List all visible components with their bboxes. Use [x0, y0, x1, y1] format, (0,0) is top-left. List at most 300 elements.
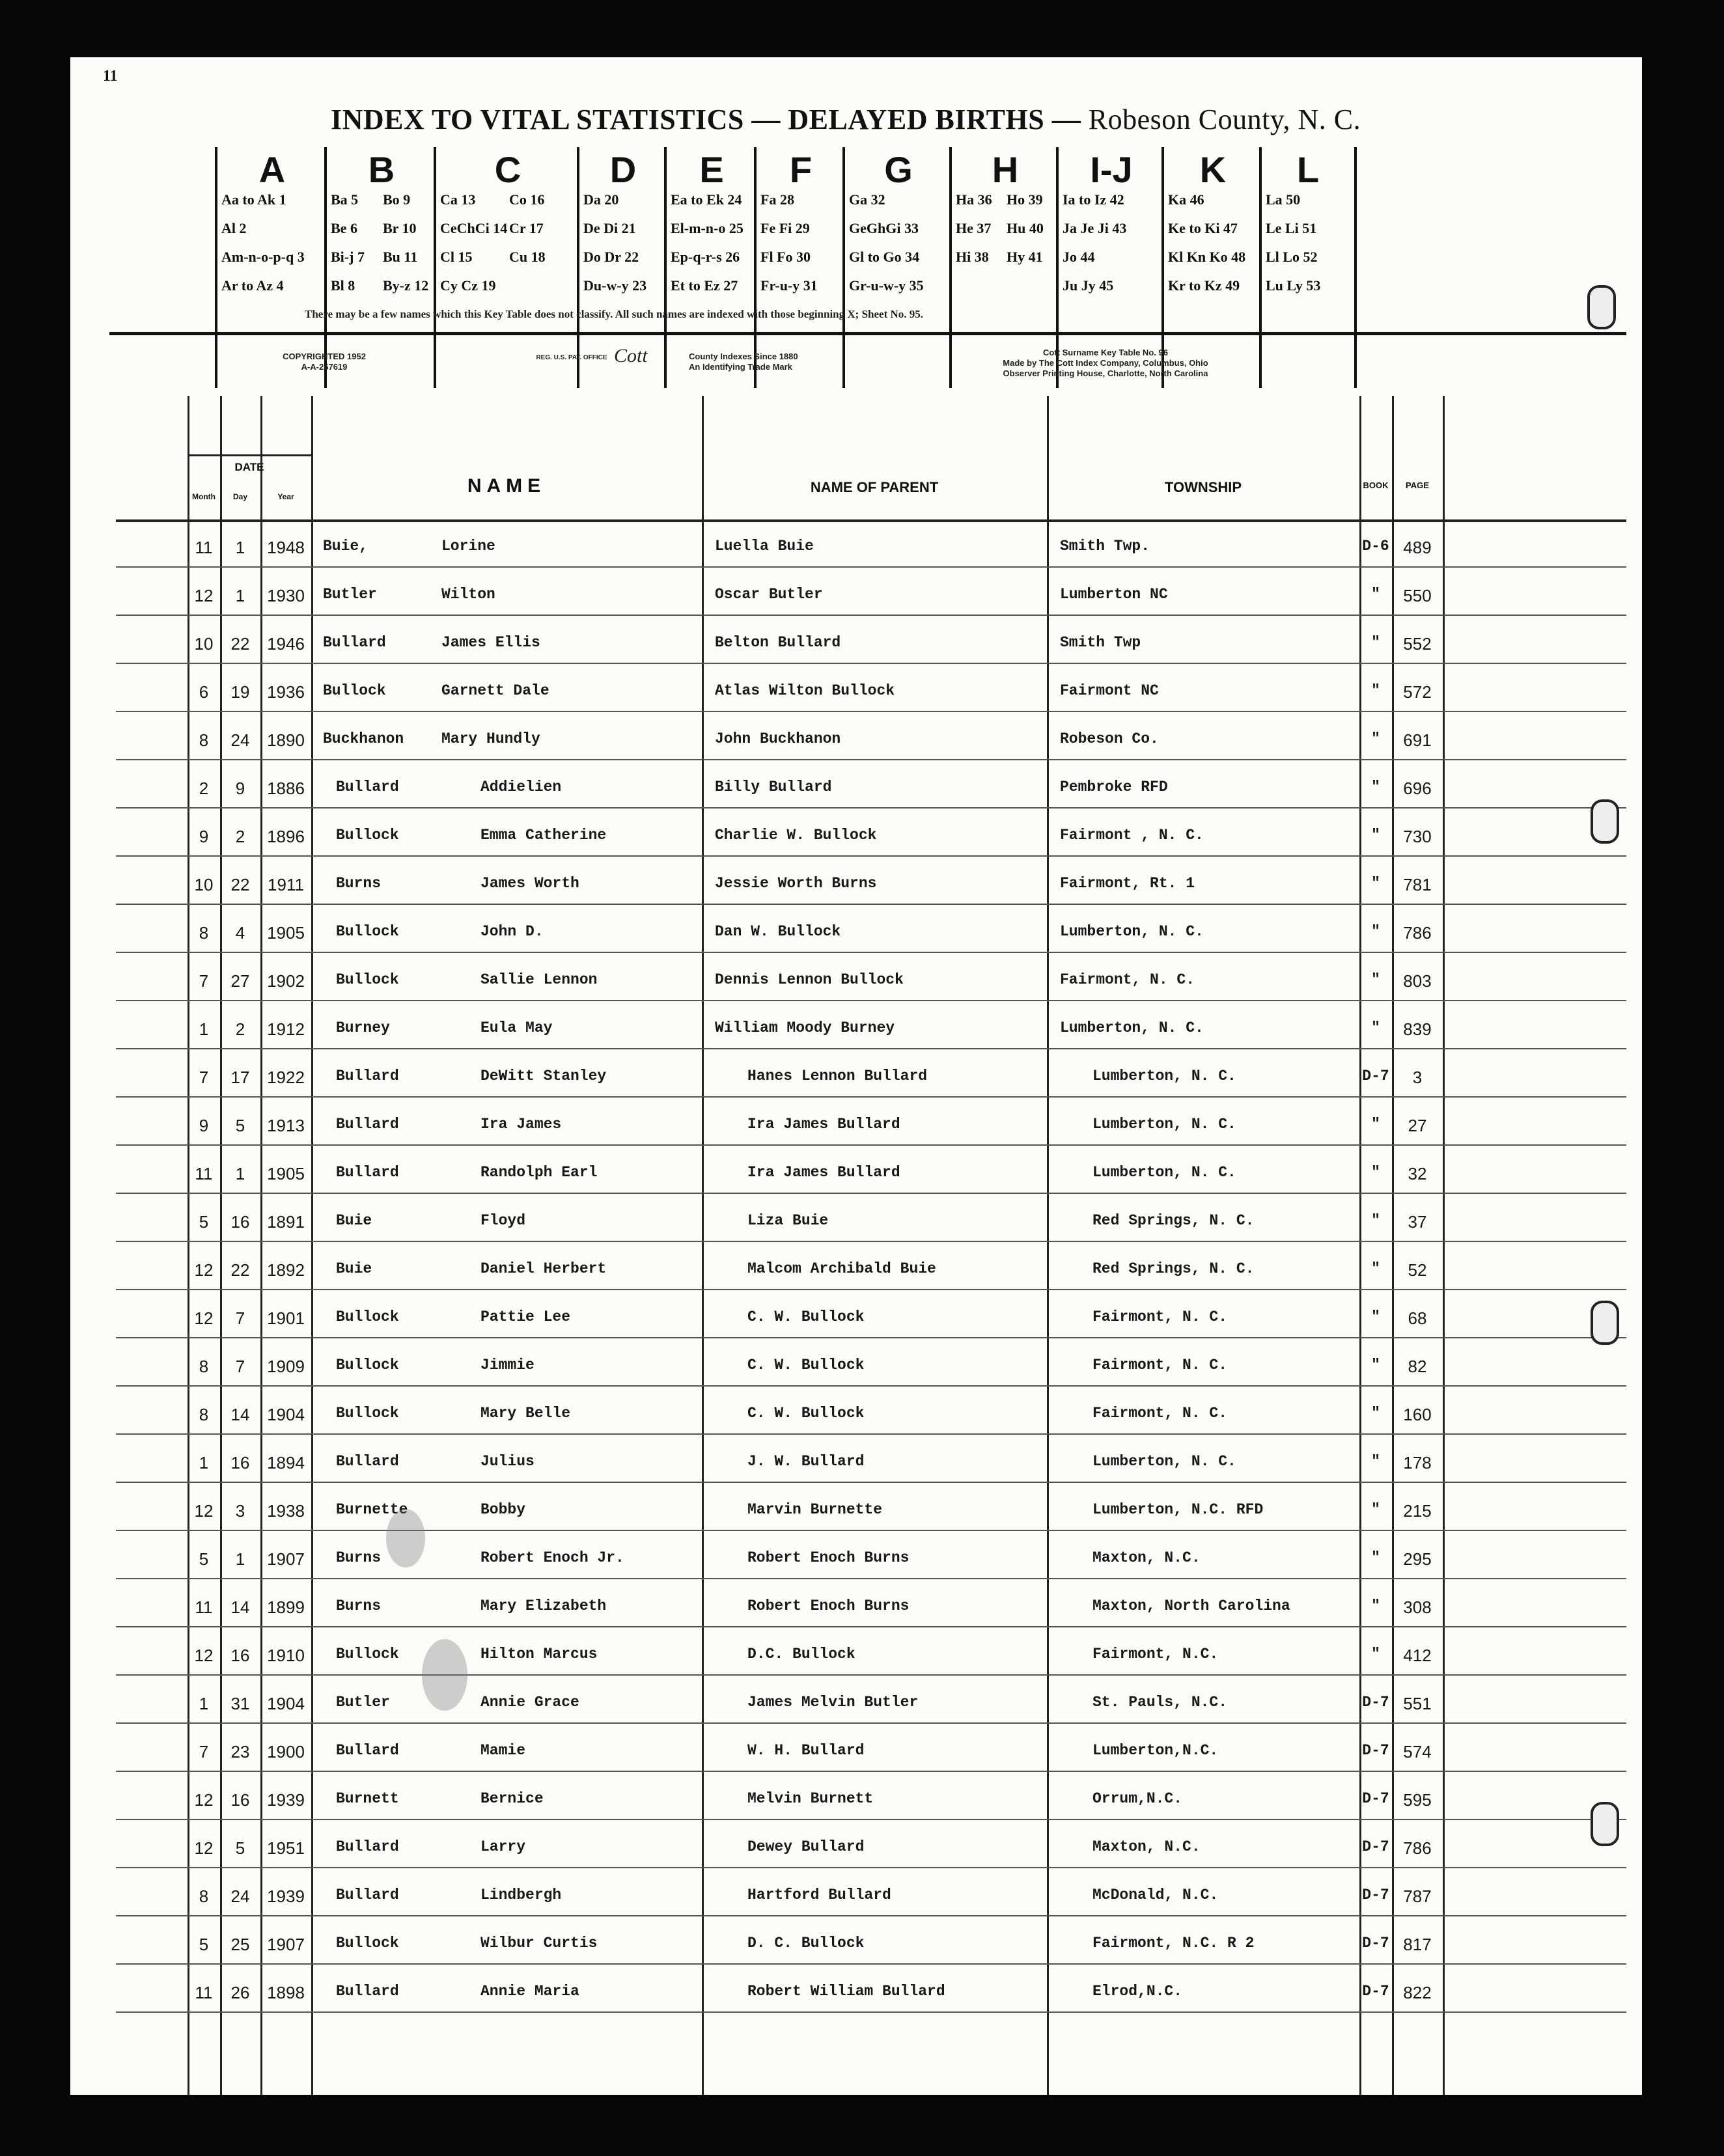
key-entry: Gl to Go 34 [849, 249, 920, 265]
key-entry: Al 2 [221, 220, 247, 236]
page-cell: 839 [1403, 1019, 1432, 1039]
township-cell: Fairmont, Rt. 1 [1060, 875, 1195, 892]
given-name-cell: Floyd [480, 1212, 526, 1229]
month-cell: 8 [199, 1886, 209, 1906]
table-row [116, 1435, 1626, 1483]
township-cell: Pembroke RFD [1060, 779, 1168, 795]
month-cell: 12 [194, 586, 214, 605]
key-entry: Fr-u-y 31 [760, 277, 818, 294]
book-cell: " [1371, 1549, 1380, 1566]
surname-cell: Burns [336, 1549, 382, 1566]
key-entry: Br 10 [383, 220, 417, 236]
key-column-l [1259, 147, 1357, 388]
township-cell: Lumberton, N. C. [1060, 1019, 1204, 1036]
page-cell: 822 [1403, 1983, 1432, 2002]
day-cell: 16 [230, 1646, 250, 1665]
copyright-text: COPYRIGHTED 1952 [283, 352, 366, 361]
surname-cell: Bullock [336, 971, 399, 988]
surname-cell: Bullock [336, 1357, 399, 1374]
surname-cell: Buie [336, 1260, 372, 1277]
book-cell: " [1371, 1501, 1380, 1518]
key-entry: He 37 [956, 220, 992, 236]
table-row [116, 1290, 1626, 1338]
page-cell: 691 [1403, 730, 1432, 750]
month-cell: 5 [199, 1212, 209, 1232]
month-cell: 9 [199, 1116, 209, 1135]
key-table-number: Cott Surname Key Table No. 96 [1043, 348, 1168, 357]
page-cell: 160 [1403, 1405, 1432, 1424]
printed-by-text: Observer Printing House, Charlotte, North Carolina [1003, 368, 1208, 378]
parent-cell: Ira James Bullard [747, 1116, 900, 1133]
township-cell: Lumberton, N. C. [1092, 1453, 1236, 1470]
key-entry: Gr-u-w-y 35 [849, 277, 924, 294]
day-cell: 5 [235, 1838, 245, 1858]
day-cell: 14 [230, 1405, 250, 1424]
year-cell: 1939 [267, 1790, 305, 1810]
page-cell: 817 [1403, 1935, 1432, 1954]
day-cell: 1 [235, 538, 245, 557]
book-cell: " [1371, 682, 1380, 699]
township-cell: Fairmont, N. C. [1060, 971, 1195, 988]
key-entry: GeGhGi 33 [849, 220, 919, 236]
year-cell: 1909 [267, 1357, 305, 1376]
month-cell: 1 [199, 1019, 209, 1039]
given-name-cell: Mary Belle [480, 1405, 571, 1422]
year-cell: 1948 [267, 538, 305, 557]
month-cell: 1 [199, 1453, 209, 1472]
month-cell: 7 [199, 971, 209, 991]
page-title [331, 103, 1438, 142]
maker-block [962, 348, 1249, 379]
given-name-cell: Eula May [480, 1019, 553, 1036]
book-cell: D-7 [1362, 1935, 1389, 1952]
township-cell: Fairmont, N. C. [1092, 1308, 1228, 1325]
surname-cell: Bullard [336, 1164, 399, 1181]
given-name-cell: Wilton [441, 586, 495, 603]
table-row [116, 1772, 1626, 1820]
table-row [116, 1001, 1626, 1049]
table-row [116, 1531, 1626, 1579]
surname-cell: Bullard [336, 779, 399, 795]
page-cell: 68 [1408, 1308, 1427, 1328]
surname-cell: Burnett [336, 1790, 399, 1807]
table-row [116, 1916, 1626, 1965]
surname-cell: Bullard [336, 1116, 399, 1133]
book-cell: " [1371, 1357, 1380, 1374]
mark-text: An Identifying Trade Mark [689, 362, 792, 372]
township-cell: Lumberton NC [1060, 586, 1168, 603]
page-cell: 552 [1403, 634, 1432, 654]
township-cell: Maxton, North Carolina [1092, 1597, 1290, 1614]
year-cell: 1891 [267, 1212, 305, 1232]
page-cell: 215 [1403, 1501, 1432, 1521]
year-cell: 1900 [267, 1742, 305, 1762]
surname-cell: Bullard [336, 1453, 399, 1470]
day-cell: 27 [230, 971, 250, 991]
key-entry: Ga 32 [849, 191, 885, 208]
year-cell: 1901 [267, 1308, 305, 1328]
table-row [116, 1387, 1626, 1435]
table-row [116, 1868, 1626, 1916]
parent-cell: James Melvin Butler [747, 1694, 919, 1711]
parent-cell: Dewey Bullard [747, 1838, 865, 1855]
page-cell: 3 [1412, 1068, 1423, 1087]
parent-cell: Hanes Lennon Bullard [747, 1068, 928, 1085]
index-sheet [70, 57, 1642, 2095]
binder-hole [1587, 285, 1616, 329]
binder-hole [1591, 1802, 1619, 1846]
key-entry: Ia to Iz 42 [1063, 191, 1124, 208]
township-cell: Robeson Co. [1060, 730, 1159, 747]
day-cell: 1 [235, 586, 245, 605]
surname-cell: Bullard [336, 1886, 399, 1903]
month-cell: 10 [194, 875, 214, 894]
book-cell: " [1371, 779, 1380, 795]
key-entry: Am-n-o-p-q 3 [221, 249, 305, 265]
page-cell: 37 [1408, 1212, 1427, 1232]
key-entry: Le Li 51 [1266, 220, 1317, 236]
month-cell: 7 [199, 1742, 209, 1762]
book-cell: " [1371, 1212, 1380, 1229]
key-column-g [842, 147, 952, 388]
parent-cell: Robert William Bullard [747, 1983, 945, 2000]
records-table [116, 396, 1626, 2095]
year-cell: 1939 [267, 1886, 305, 1906]
table-row [116, 616, 1626, 664]
key-entry: Cl 15 [440, 249, 473, 265]
book-cell: " [1371, 586, 1380, 603]
month-cell: 11 [195, 1164, 213, 1183]
book-cell: " [1371, 1019, 1380, 1036]
township-cell: Fairmont, N.C. [1092, 1646, 1219, 1663]
month-cell: 8 [199, 1405, 209, 1424]
key-letter: L [1296, 149, 1320, 190]
given-name-cell: John D. [480, 923, 544, 940]
page-cell: 82 [1408, 1357, 1427, 1376]
given-name-cell: Julius [480, 1453, 535, 1470]
table-row [116, 857, 1626, 905]
day-cell: 3 [235, 1501, 245, 1521]
page-cell: 178 [1403, 1453, 1432, 1472]
key-entry: Do Dr 22 [583, 249, 639, 265]
month-cell: 12 [194, 1308, 214, 1328]
book-cell: D-7 [1362, 1790, 1389, 1807]
surname-cell: Bullock [336, 923, 399, 940]
book-cell: " [1371, 1405, 1380, 1422]
title-county: Robeson County, N. C. [1088, 104, 1361, 135]
year-cell: 1892 [267, 1260, 305, 1280]
key-entry: Hy 41 [1007, 249, 1043, 265]
month-header: Month [192, 492, 216, 501]
given-name-cell: James Worth [480, 875, 579, 892]
township-cell: Maxton, N.C. [1092, 1838, 1201, 1855]
given-name-cell: Jimmie [480, 1357, 535, 1374]
given-name-cell: Garnett Dale [441, 682, 549, 699]
key-letter: D [609, 149, 637, 190]
key-entry: Kr to Kz 49 [1168, 277, 1240, 294]
parent-cell: W. H. Bullard [747, 1742, 865, 1759]
surname-cell: Bullard [323, 634, 386, 651]
key-entry: Fa 28 [760, 191, 794, 208]
township-cell: Lumberton, N.C. RFD [1092, 1501, 1264, 1518]
month-cell: 8 [199, 923, 209, 943]
table-row [116, 1242, 1626, 1290]
parent-cell: William Moody Burney [715, 1019, 895, 1036]
parent-cell: Malcom Archibald Buie [747, 1260, 936, 1277]
book-cell: D-7 [1362, 1983, 1389, 2000]
page-cell: 308 [1403, 1597, 1432, 1617]
page-cell: 786 [1403, 923, 1432, 943]
reg-mark: REG. U.S. PAT. OFFICE [536, 354, 607, 361]
key-entry: Jo 44 [1063, 249, 1095, 265]
table-row [116, 1194, 1626, 1242]
ink-smudge [386, 1509, 425, 1568]
month-cell: 12 [194, 1646, 214, 1665]
year-cell: 1912 [267, 1019, 305, 1039]
date-header: DATE [234, 461, 264, 473]
parent-cell: Luella Buie [715, 538, 814, 555]
surname-cell: Bullard [336, 1742, 399, 1759]
day-cell: 4 [235, 923, 245, 943]
parent-cell: Ira James Bullard [747, 1164, 900, 1181]
page-cell: 574 [1403, 1742, 1432, 1762]
given-name-cell: Wilbur Curtis [480, 1935, 598, 1952]
year-cell: 1936 [267, 682, 305, 702]
township-cell: Maxton, N.C. [1092, 1549, 1201, 1566]
key-entry: Cr 17 [509, 220, 544, 236]
year-cell: 1910 [267, 1646, 305, 1665]
parent-cell: D. C. Bullock [747, 1935, 865, 1952]
day-cell: 22 [230, 1260, 250, 1280]
day-cell: 31 [230, 1694, 250, 1713]
surname-cell: Bullard [336, 1983, 399, 2000]
township-cell: Lumberton, N. C. [1092, 1116, 1236, 1133]
given-name-cell: Daniel Herbert [480, 1260, 607, 1277]
day-cell: 7 [235, 1357, 245, 1376]
ink-smudge [422, 1639, 467, 1711]
parent-cell: Robert Enoch Burns [747, 1597, 910, 1614]
day-cell: 1 [235, 1549, 245, 1569]
header-rule [109, 332, 1626, 335]
parent-cell: Liza Buie [747, 1212, 829, 1229]
year-cell: 1904 [267, 1405, 305, 1424]
township-cell: Red Springs, N. C. [1092, 1260, 1255, 1277]
table-row [116, 1724, 1626, 1772]
parent-cell: C. W. Bullock [747, 1308, 865, 1325]
key-entry: Lu Ly 53 [1266, 277, 1321, 294]
key-entry: Aa to Ak 1 [221, 191, 286, 208]
day-cell: 22 [230, 875, 250, 894]
key-letter: G [884, 149, 913, 190]
township-cell: St. Pauls, N.C. [1092, 1694, 1228, 1711]
month-cell: 2 [199, 779, 209, 798]
parent-cell: J. W. Bullard [747, 1453, 865, 1470]
parent-cell: Billy Bullard [715, 779, 832, 795]
day-cell: 24 [230, 730, 250, 750]
month-cell: 5 [199, 1935, 209, 1954]
key-column-c [434, 147, 579, 388]
township-cell: Lumberton, N. C. [1060, 923, 1204, 940]
book-cell: " [1371, 971, 1380, 988]
day-cell: 7 [235, 1308, 245, 1328]
key-letter: E [699, 149, 724, 190]
given-name-cell: Bernice [480, 1790, 544, 1807]
table-row [116, 519, 1626, 568]
day-cell: 2 [235, 827, 245, 846]
surname-cell: Bullock [336, 1308, 399, 1325]
parent-cell: C. W. Bullock [747, 1357, 865, 1374]
month-cell: 7 [199, 1068, 209, 1087]
since-text: County Indexes Since 1880 [689, 352, 798, 361]
table-row [116, 1676, 1626, 1724]
day-cell: 26 [230, 1983, 250, 2002]
key-table-note: There may be a few names which this Key Table does not classify. All such names are indexed with those beginning X; Sheet No. 95. [305, 308, 924, 320]
key-entry: Ju Jy 45 [1063, 277, 1114, 294]
month-cell: 6 [199, 682, 209, 702]
township-cell: Lumberton, N. C. [1092, 1068, 1236, 1085]
month-cell: 1 [199, 1694, 209, 1713]
table-row [116, 1820, 1626, 1868]
key-entry: Ho 39 [1007, 191, 1043, 208]
page-cell: 412 [1403, 1646, 1432, 1665]
given-name-cell: Larry [480, 1838, 526, 1855]
given-name-cell: Mary Hundly [441, 730, 540, 747]
book-cell: " [1371, 1116, 1380, 1133]
table-row [116, 760, 1626, 808]
parent-cell: D.C. Bullock [747, 1646, 855, 1663]
key-letter: B [368, 149, 395, 190]
book-cell: " [1371, 1453, 1380, 1470]
month-cell: 11 [195, 1983, 213, 2002]
key-entry: Ja Je Ji 43 [1063, 220, 1127, 236]
month-cell: 11 [195, 1597, 213, 1617]
book-cell: " [1371, 1308, 1380, 1325]
surname-cell: Bullock [336, 1405, 399, 1422]
name-header: NAME [467, 475, 546, 497]
book-cell: " [1371, 730, 1380, 747]
parent-cell: Melvin Burnett [747, 1790, 874, 1807]
given-name-cell: Hilton Marcus [480, 1646, 598, 1663]
key-entry: Hu 40 [1007, 220, 1044, 236]
parent-header: NAME OF PARENT [810, 479, 939, 495]
copyright-block [266, 352, 383, 372]
year-cell: 1951 [267, 1838, 305, 1858]
township-cell: Red Springs, N. C. [1092, 1212, 1255, 1229]
page-cell: 803 [1403, 971, 1432, 991]
parent-cell: Oscar Butler [715, 586, 823, 603]
township-cell: Orrum,N.C. [1092, 1790, 1183, 1807]
key-entry: Da 20 [583, 191, 619, 208]
key-entry: Be 6 [331, 220, 357, 236]
key-entry: Ka 46 [1168, 191, 1204, 208]
township-cell: Lumberton,N.C. [1092, 1742, 1219, 1759]
page-cell: 572 [1403, 682, 1432, 702]
page-cell: 489 [1403, 538, 1432, 557]
day-cell: 16 [230, 1790, 250, 1810]
row-divider [116, 2011, 1626, 2013]
year-cell: 1886 [267, 779, 305, 798]
book-cell: D-7 [1362, 1694, 1389, 1711]
book-cell: D-7 [1362, 1886, 1389, 1903]
parent-cell: Jessie Worth Burns [715, 875, 877, 892]
key-entry: El-m-n-o 25 [671, 220, 744, 236]
page-cell: 787 [1403, 1886, 1432, 1906]
parent-cell: Hartford Bullard [747, 1886, 891, 1903]
trade-name-logo: Cott [614, 345, 648, 366]
surname-cell: Bullard [336, 1068, 399, 1085]
page-header: PAGE [1406, 480, 1429, 490]
key-letter: C [494, 149, 521, 190]
given-name-cell: Sallie Lennon [480, 971, 598, 988]
key-letter: I-J [1090, 149, 1133, 190]
table-row [116, 664, 1626, 712]
book-header: BOOK [1363, 480, 1389, 490]
given-name-cell: Annie Grace [480, 1694, 579, 1711]
book-cell: " [1371, 923, 1380, 940]
township-cell: Lumberton, N. C. [1092, 1164, 1236, 1181]
table-row [116, 1338, 1626, 1387]
binder-hole [1591, 1301, 1619, 1345]
surname-cell: Burns [336, 875, 382, 892]
year-cell: 1899 [267, 1597, 305, 1617]
day-cell: 2 [235, 1019, 245, 1039]
given-name-cell: Ira James [480, 1116, 562, 1133]
day-cell: 1 [235, 1164, 245, 1183]
book-cell: " [1371, 875, 1380, 892]
table-row [116, 1579, 1626, 1627]
surname-cell: Butler [336, 1694, 390, 1711]
given-name-cell: DeWitt Stanley [480, 1068, 607, 1085]
key-entry: Fl Fo 30 [760, 249, 811, 265]
township-header: TOWNSHIP [1164, 479, 1242, 495]
month-cell: 8 [199, 1357, 209, 1376]
key-entry: Ba 5 [331, 191, 359, 208]
surname-cell: Buckhanon [323, 730, 404, 747]
key-entry: Et to Ez 27 [671, 277, 738, 294]
key-entry: Co 16 [509, 191, 545, 208]
day-cell: 23 [230, 1742, 250, 1762]
title-main: INDEX TO VITAL STATISTICS — DELAYED BIRTHS — [331, 104, 1081, 135]
made-by-text: Made by The Cott Index Company, Columbus, Ohio [1003, 358, 1208, 368]
parent-cell: Charlie W. Bullock [715, 827, 877, 844]
month-cell: 11 [195, 538, 213, 557]
parent-cell: Robert Enoch Burns [747, 1549, 910, 1566]
township-cell: Fairmont, N.C. R 2 [1092, 1935, 1255, 1952]
year-cell: 1938 [267, 1501, 305, 1521]
key-letter: F [789, 149, 813, 190]
month-cell: 12 [194, 1838, 214, 1858]
key-entry: Ep-q-r-s 26 [671, 249, 740, 265]
surname-cell: Burns [336, 1597, 382, 1614]
given-name-cell: Lindbergh [480, 1886, 562, 1903]
key-entry: Ha 36 [956, 191, 992, 208]
month-cell: 12 [194, 1790, 214, 1810]
month-cell: 12 [194, 1260, 214, 1280]
surname-cell: Bullock [336, 1935, 399, 1952]
book-cell: " [1371, 634, 1380, 651]
township-cell: Smith Twp. [1060, 538, 1150, 555]
given-name-cell: Emma Catherine [480, 827, 607, 844]
book-cell: " [1371, 1646, 1380, 1663]
table-row [116, 1965, 1626, 2013]
given-name-cell: Annie Maria [480, 1983, 579, 2000]
key-entry: Du-w-y 23 [583, 277, 647, 294]
page-cell: 781 [1403, 875, 1432, 894]
day-cell: 14 [230, 1597, 250, 1617]
key-entry: Bi-j 7 [331, 249, 365, 265]
table-row [116, 568, 1626, 616]
book-cell: " [1371, 1260, 1380, 1277]
